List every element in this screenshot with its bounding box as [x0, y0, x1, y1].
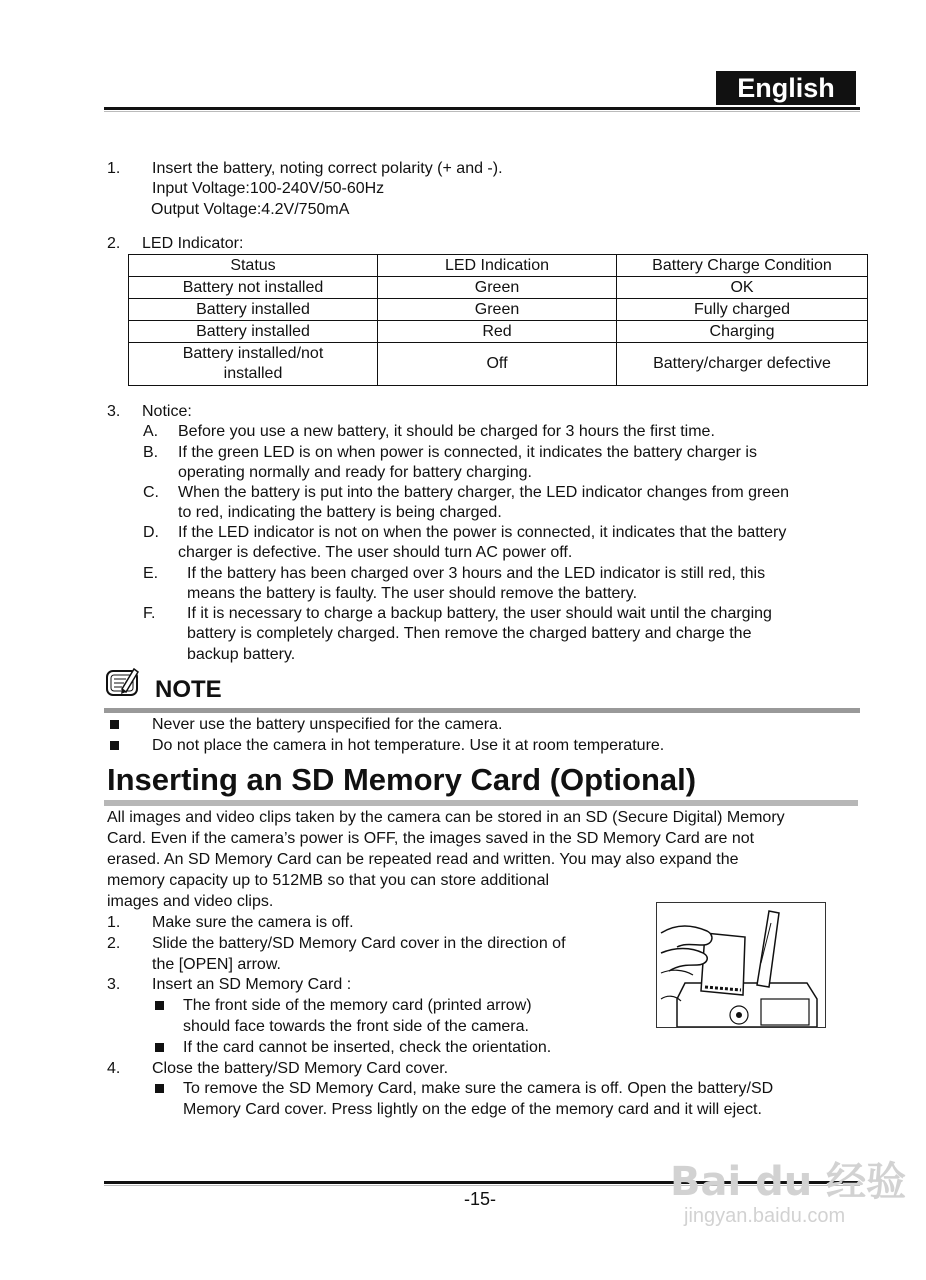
table-cell: Battery not installed: [129, 277, 378, 299]
notice-letter: C.: [143, 484, 159, 501]
step3-text: Notice:: [142, 403, 192, 420]
sd-step-line: the [OPEN] arrow.: [152, 956, 281, 973]
page-number: -15-: [463, 1189, 496, 1209]
sd-bullet-line: Memory Card cover. Press lightly on the edge of the memory card and it will eject.: [183, 1101, 762, 1118]
step3-number: 3.: [107, 403, 121, 420]
sd-step-number: 3.: [107, 976, 121, 993]
watermark-url: jingyan.baidu.com: [684, 1205, 846, 1227]
table-cell: Charging: [617, 321, 868, 343]
intro-line: Card. Even if the camera’s power is OFF, the images saved in the SD Memory Card are not: [107, 830, 755, 847]
table-header-row: [129, 255, 868, 277]
notice-letter: E.: [143, 565, 159, 582]
sd-bullet-line: If the card cannot be inserted, check the orientation.: [183, 1039, 552, 1056]
notice-letter: B.: [143, 444, 159, 461]
camera-sd-slot-icon: [657, 903, 825, 1027]
notice-line: Before you use a new battery, it should be charged for 3 hours the first time.: [178, 423, 715, 440]
table-cell: [129, 343, 378, 386]
table-header-cell: Status: [129, 255, 378, 277]
notice-line: If it is necessary to charge a backup battery, the user should wait until the charging: [187, 605, 772, 622]
sd-step-number: 1.: [107, 914, 121, 931]
notice-line: If the battery has been charged over 3 hours and the LED indicator is still red, this: [187, 565, 766, 582]
baidu-watermark: [670, 1160, 906, 1228]
notice-line: When the battery is put into the battery charger, the LED indicator changes from green: [178, 484, 790, 501]
note-rule: [104, 708, 860, 713]
sd-step-line: Make sure the camera is off.: [152, 914, 354, 931]
header-rule: [104, 107, 860, 110]
table-cell: Battery/charger defective: [617, 343, 868, 386]
table-cell: Fully charged: [617, 299, 868, 321]
notice-line: If the LED indicator is not on when the power is connected, it indicates that the battery: [178, 524, 787, 541]
notice-line: to red, indicating the battery is being charged.: [178, 504, 502, 521]
sd-step-number: 2.: [107, 935, 121, 952]
note-item: Do not place the camera in hot temperature. Use it at room temperature.: [152, 737, 665, 754]
table-cell: Green: [378, 277, 617, 299]
sd-step-line: Slide the battery/SD Memory Card cover in the direction of: [152, 935, 566, 952]
intro-line: images and video clips.: [107, 893, 274, 910]
table-row: [129, 321, 868, 343]
notice-letter: D.: [143, 524, 159, 541]
note-title: NOTE: [155, 676, 222, 703]
table-cell: Green: [378, 299, 617, 321]
table-cell: Red: [378, 321, 617, 343]
table-cell: OK: [617, 277, 868, 299]
table-row: [129, 277, 868, 299]
step1-input-voltage: Input Voltage:100-240V/50-60Hz: [152, 180, 385, 197]
section-title: Inserting an SD Memory Card (Optional): [107, 762, 697, 797]
header-rule-shadow: [104, 111, 860, 112]
notice-line: operating normally and ready for battery charging.: [178, 464, 532, 481]
intro-line: erased. An SD Memory Card can be repeated read and written. You may also expand the: [107, 851, 739, 868]
section-title-rule: [104, 800, 858, 806]
notice-line: backup battery.: [187, 646, 296, 663]
step2-text: LED Indicator:: [142, 235, 244, 252]
table-cell-line: Battery installed/not: [182, 345, 324, 362]
sd-step-number: 4.: [107, 1060, 121, 1077]
sd-bullet-line: should face towards the front side of the camera.: [183, 1018, 529, 1035]
table-header-cell: Battery Charge Condition: [617, 255, 868, 277]
table-row: [129, 343, 868, 386]
table-cell: Off: [378, 343, 617, 386]
table-row: [129, 299, 868, 321]
step1-output-voltage: Output Voltage:4.2V/750mA: [151, 201, 350, 218]
square-bullet-icon: [155, 1001, 164, 1010]
square-bullet-icon: [155, 1043, 164, 1052]
step2-number: 2.: [107, 235, 121, 252]
table-cell: Battery installed: [129, 321, 378, 343]
notice-line: means the battery is faulty. The user should remove the battery.: [187, 585, 638, 602]
notice-letter: F.: [143, 605, 156, 622]
notice-line: If the green LED is on when power is connected, it indicates the battery charger is: [178, 444, 757, 461]
square-bullet-icon: [155, 1084, 164, 1093]
notice-letter: A.: [143, 423, 159, 440]
step1-number: 1.: [107, 160, 121, 177]
table-header-cell: LED Indication: [378, 255, 617, 277]
intro-line: memory capacity up to 512MB so that you can store additional: [107, 872, 550, 889]
sd-bullet-line: The front side of the memory card (printed arrow): [183, 997, 532, 1014]
square-bullet-icon: [110, 720, 119, 729]
sd-bullet-line: To remove the SD Memory Card, make sure the camera is off. Open the battery/SD: [183, 1080, 774, 1097]
sd-card-insertion-illustration: [656, 902, 826, 1028]
led-indicator-table: [128, 254, 868, 386]
watermark-logo: Bai du 经验: [670, 1159, 907, 1205]
table-cell: Battery installed: [129, 299, 378, 321]
square-bullet-icon: [110, 741, 119, 750]
intro-line: All images and video clips taken by the camera can be stored in an SD (Secure Digital) Memory: [107, 809, 785, 826]
language-badge: English: [716, 71, 856, 105]
sd-step-line: Insert an SD Memory Card :: [152, 976, 352, 993]
note-pad-icon: [104, 665, 144, 699]
sd-step-line: Close the battery/SD Memory Card cover.: [152, 1060, 449, 1077]
notice-line: charger is defective. The user should turn AC power off.: [178, 544, 573, 561]
step1-text: Insert the battery, noting correct polarity (+ and -).: [152, 160, 503, 177]
notice-line: battery is completely charged. Then remove the charged battery and charge the: [187, 625, 752, 642]
table-cell-line: installed: [223, 365, 283, 382]
note-item: Never use the battery unspecified for the camera.: [152, 716, 503, 733]
